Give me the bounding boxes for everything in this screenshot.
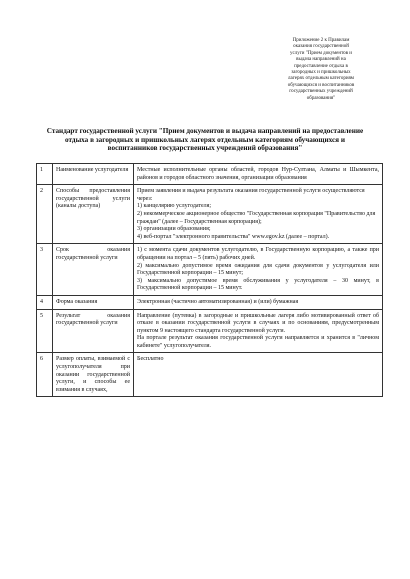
value-line: 3) организации образования; xyxy=(137,226,211,233)
table-row xyxy=(37,309,383,353)
value-line: 4) веб-портал "электронного правительства" www.egov.kz (далее – портал). xyxy=(137,233,330,240)
appendix-line: оказания государственной xyxy=(293,44,349,50)
value-line: Электронная (частично автоматизированная) и (или) бумажная xyxy=(137,298,299,305)
appendix-line: загородных и пришкольных xyxy=(291,70,351,76)
value-line: 2) максимально допустимое время ожидания для сдачи документов у услугодателя или Государственной корпорации – 15 минут; xyxy=(137,262,379,277)
title-line: отдыха в загородных и пришкольных лагерях отдельным категориям обучающихся и xyxy=(65,135,345,144)
appendix-line: Приложение 2 к Правилам xyxy=(292,38,350,43)
appendix-line: лагерях отдельным категориям xyxy=(288,76,354,82)
row-name: Срок оказания государственной услуги xyxy=(53,244,134,296)
appendix-line: услуги "Прием документов и xyxy=(290,50,352,56)
table-row xyxy=(37,185,383,244)
row-value xyxy=(134,244,383,296)
row-number: 4 xyxy=(37,295,53,309)
value-line: Направление (путевка) в загородные и пришкольные лагеря либо мотивированный ответ об отказе в оказании государственной услуги в случаях и по основаниям, предусмотренным пунктом 9 настоящего стандарта государственной услуги. xyxy=(137,312,379,334)
appendix-note xyxy=(262,38,380,102)
value-line: 1) канцелярию услугодателя; xyxy=(137,203,212,210)
value-line: Бесплатно xyxy=(137,356,164,363)
value-line: 2) некоммерческое акционерное общество "Государственная корпорация "Правительство для граждан" (далее – Государственная корпорация); xyxy=(137,210,376,225)
service-standard-table xyxy=(36,163,383,397)
row-value xyxy=(134,353,383,397)
row-value xyxy=(134,295,383,309)
row-value xyxy=(134,164,383,185)
appendix-line: государственных учреждений xyxy=(289,89,353,95)
row-number: 3 xyxy=(37,244,53,296)
table-row xyxy=(37,295,383,309)
row-name: Наименование услугодателя xyxy=(53,164,134,185)
row-name: Форма оказания xyxy=(53,295,134,309)
appendix-line: выдача направлений на xyxy=(296,57,346,63)
row-number: 6 xyxy=(37,353,53,397)
row-name: Результат оказания государственной услуги xyxy=(53,309,134,353)
title-line: Стандарт государственной услуги "Прием документов и выдача направлений на предоставление xyxy=(46,127,364,135)
row-number: 2 xyxy=(37,185,53,244)
appendix-line: образования" xyxy=(306,95,336,101)
table-row xyxy=(37,244,383,296)
row-name: Способы предоставления государственной услуги (каналы доступа) xyxy=(53,185,134,244)
row-name: Размер оплаты, взимаемой с услугополучателя при оказании государственной услуги, и способы ее взимания в случаях, xyxy=(53,353,134,397)
row-number: 1 xyxy=(37,164,53,185)
value-line: Местные исполнительные органы областей, городов Нур-Султана, Алматы и Шымкента, районов и городов областного значения, организации образования xyxy=(137,167,379,181)
table-row xyxy=(37,164,383,185)
appendix-line: обучающихся и воспитанников xyxy=(287,82,355,88)
row-value xyxy=(134,185,383,244)
row-number: 5 xyxy=(37,309,53,353)
appendix-line: предоставление отдыха в xyxy=(294,63,348,69)
value-line: Прием заявления и выдача результата оказания государственной услуги осуществляются через: xyxy=(137,188,365,202)
row-value xyxy=(134,309,383,353)
table-row xyxy=(37,353,383,397)
value-line: 3) максимально допустимое время обслуживания у услугодателя – 30 минут, в Государственной корпорации – 15 минут. xyxy=(137,277,379,292)
value-line: На портале результат оказания государственной услуги направляется и хранится в "личном кабинете" услугополучателя. xyxy=(137,335,379,349)
title-line: воспитанников государственных учреждений образования" xyxy=(107,144,303,153)
document-title xyxy=(22,127,388,153)
value-line: 1) с момента сдачи документов услугодателю, в Государственную корпорацию, а также при обращении на портал – 5 (пять) рабочих дней. xyxy=(137,247,379,261)
